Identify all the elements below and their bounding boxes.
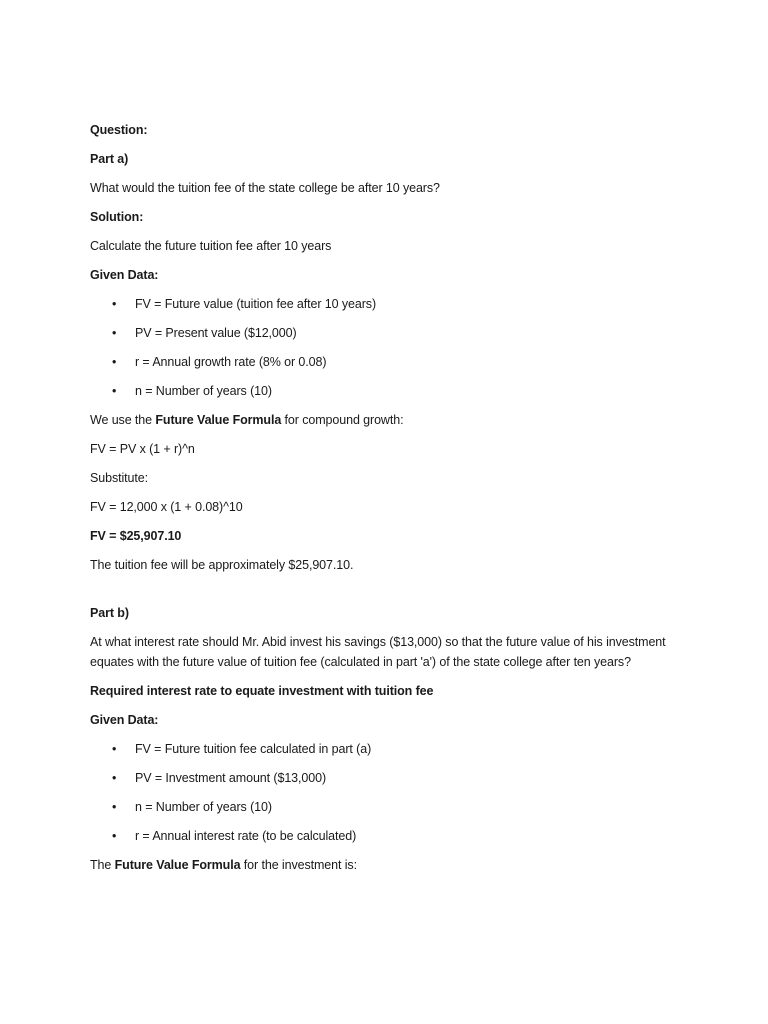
bullet-icon: •	[112, 742, 117, 756]
bullet-icon: •	[112, 326, 117, 340]
given-data-label: Given Data:	[90, 268, 159, 282]
list-item-text: r = Annual interest rate (to be calculated)	[135, 829, 357, 843]
list-item-text: n = Number of years (10)	[135, 384, 272, 398]
solution-label: Solution:	[90, 210, 144, 224]
given-data-list-a	[90, 295, 680, 401]
formula-name: Future Value Formula	[155, 413, 282, 427]
list-item-text: n = Number of years (10)	[135, 800, 272, 814]
bullet-icon: •	[112, 771, 117, 785]
formula: FV = PV x (1 + r)^n	[90, 442, 195, 456]
formula-intro-post: for the investment is:	[240, 858, 357, 872]
list-item	[90, 827, 680, 846]
result: FV = $25,907.10	[90, 529, 182, 543]
formula-intro-pre: We use the	[90, 413, 156, 427]
formula-intro-a	[90, 411, 680, 430]
bullet-icon: •	[112, 297, 117, 311]
bullet-icon: •	[112, 355, 117, 369]
bullet-icon: •	[112, 800, 117, 814]
list-item-text: r = Annual growth rate (8% or 0.08)	[135, 355, 327, 369]
list-item	[90, 740, 680, 759]
substitute-label: Substitute:	[90, 471, 148, 485]
given-data-label-b: Given Data:	[90, 713, 159, 727]
list-item-text: FV = Future value (tuition fee after 10 years)	[135, 297, 377, 311]
part-b-subheading: Required interest rate to equate investment with tuition fee	[90, 684, 434, 698]
list-item	[90, 353, 680, 372]
part-a-question: What would the tuition fee of the state college be after 10 years?	[90, 181, 440, 195]
list-item-text: PV = Investment amount ($13,000)	[135, 771, 327, 785]
list-item-text: PV = Present value ($12,000)	[135, 326, 297, 340]
part-a-heading: Part a)	[90, 152, 129, 166]
formula-intro-pre: The	[90, 858, 115, 872]
bullet-icon: •	[112, 384, 117, 398]
given-data-list-b	[90, 740, 680, 846]
question-label: Question:	[90, 123, 148, 137]
list-item	[90, 769, 680, 788]
list-item	[90, 382, 680, 401]
list-item-text: FV = Future tuition fee calculated in part (a)	[135, 742, 372, 756]
part-b-question: At what interest rate should Mr. Abid invest his savings ($13,000) so that the future value of his investment equates with the future value of tuition fee (calculated in part 'a') of the state college after ten years?	[90, 635, 666, 669]
formula-intro-b	[90, 856, 680, 875]
section-spacer	[90, 585, 680, 604]
list-item	[90, 798, 680, 817]
list-item	[90, 324, 680, 343]
bullet-icon: •	[112, 829, 117, 843]
document-page	[90, 121, 680, 885]
substitution: FV = 12,000 x (1 + 0.08)^10	[90, 500, 243, 514]
conclusion: The tuition fee will be approximately $25,907.10.	[90, 558, 354, 572]
part-b-heading: Part b)	[90, 606, 129, 620]
part-a-intro: Calculate the future tuition fee after 10 years	[90, 239, 332, 253]
formula-intro-post: for compound growth:	[281, 413, 404, 427]
formula-name: Future Value Formula	[114, 858, 241, 872]
list-item	[90, 295, 680, 314]
